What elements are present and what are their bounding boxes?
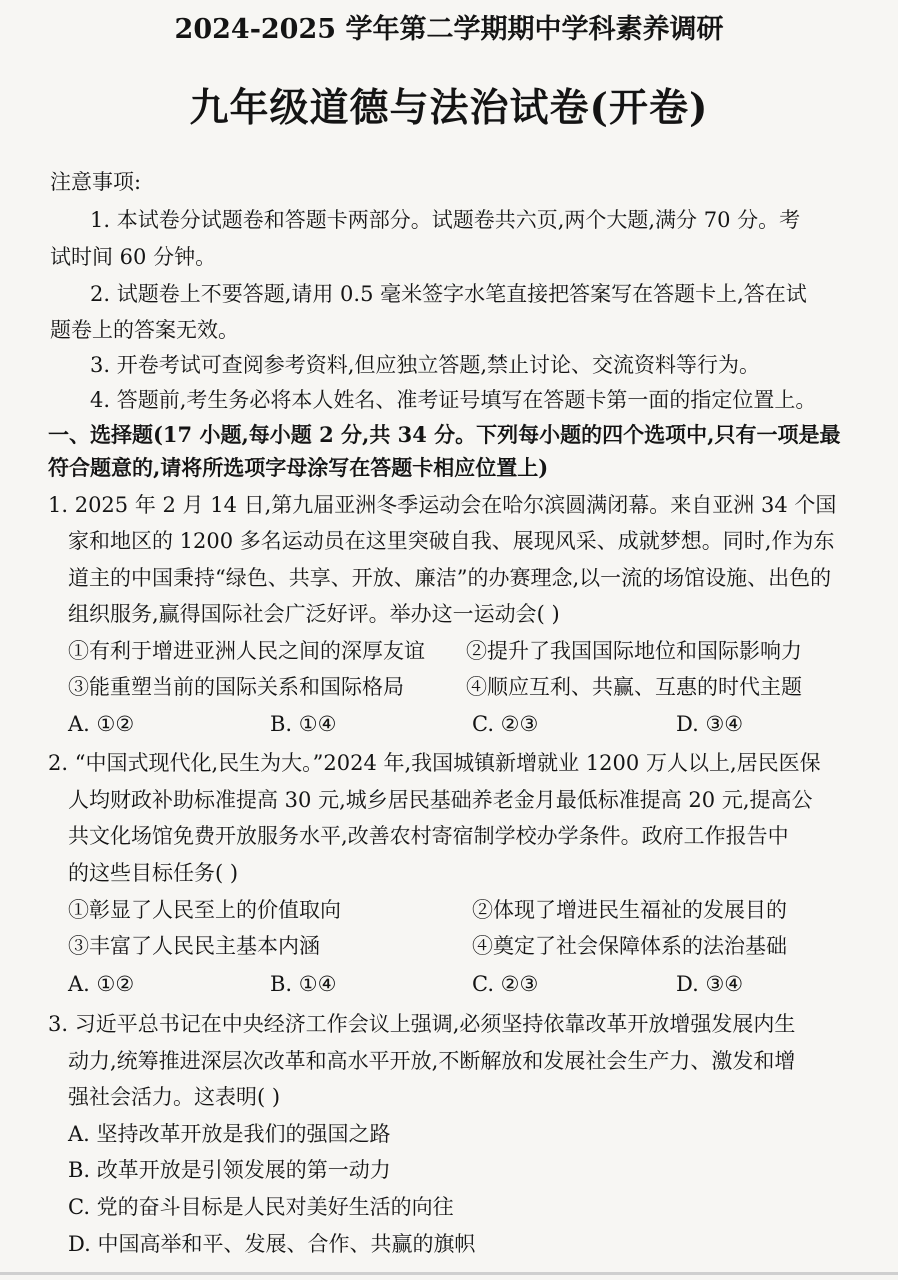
q1-stem-line3: 道主的中国秉持“绿色、共享、开放、廉洁”的办赛理念,以一流的场馆设施、出色的: [68, 566, 832, 590]
q3-option-d: D. 中国高举和平、发展、合作、共赢的旗帜: [68, 1232, 476, 1256]
q2-statement-4: ④奠定了社会保障体系的法治基础: [472, 934, 787, 958]
notice-item-1-line2: 试时间 60 分钟。: [50, 245, 217, 269]
q3-option-c: C. 党的奋斗目标是人民对美好生活的向往: [68, 1195, 454, 1219]
notice-item-2-line2: 题卷上的答案无效。: [50, 318, 239, 342]
exam-term-title: 2024-2025 学年第二学期期中学科素养调研: [174, 14, 724, 45]
notice-item-3: 3. 开卷考试可查阅参考资料,但应独立答题,禁止讨论、交流资料等行为。: [90, 353, 761, 377]
q2-stem-line3: 共文化场馆免费开放服务水平,改善农村寄宿制学校办学条件。政府工作报告中: [68, 824, 789, 848]
q2-statement-3: ③丰富了人民民主基本内涵: [68, 934, 320, 958]
q1-option-c: C. ②③: [472, 712, 539, 736]
notice-item-2-line1: 2. 试题卷上不要答题,请用 0.5 毫米签字水笔直接把答案写在答题卡上,答在试: [90, 282, 807, 306]
q2-option-b: B. ①④: [270, 972, 337, 996]
q2-statement-1: ①彰显了人民至上的价值取向: [68, 898, 341, 922]
q1-option-a: A. ①②: [68, 712, 135, 736]
q2-stem-line2: 人均财政补助标准提高 30 元,城乡居民基础养老金月最低标准提高 20 元,提高公: [68, 788, 813, 812]
q2-stem-line4: 的这些目标任务( ): [68, 861, 239, 885]
q1-option-d: D. ③④: [676, 712, 744, 736]
section-1-heading-line2: 符合题意的,请将所选项字母涂写在答题卡相应位置上): [48, 455, 549, 480]
q2-stem-line1: 2. “中国式现代化,民生为大。”2024 年,我国城镇新增就业 1200 万人以上,居民医保: [48, 751, 821, 775]
q1-stem-line4: 组织服务,赢得国际社会广泛好评。举办这一运动会( ): [68, 602, 560, 626]
q3-option-b: B. 改革开放是引领发展的第一动力: [68, 1158, 391, 1182]
q3-stem-line3: 强社会活力。这表明( ): [68, 1085, 281, 1109]
notice-item-1-line1: 1. 本试卷分试题卷和答题卡两部分。试题卷共六页,两个大题,满分 70 分。考: [90, 208, 801, 232]
notice-item-4: 4. 答题前,考生务必将本人姓名、准考证号填写在答题卡第一面的指定位置上。: [90, 388, 817, 412]
q2-option-a: A. ①②: [68, 972, 135, 996]
q2-option-c: C. ②③: [472, 972, 539, 996]
q1-statement-3: ③能重塑当前的国际关系和国际格局: [68, 675, 404, 699]
q2-option-d: D. ③④: [676, 972, 744, 996]
q3-stem-line2: 动力,统筹推进深层次改革和高水平开放,不断解放和发展社会生产力、激发和增: [68, 1049, 796, 1073]
q3-stem-line1: 3. 习近平总书记在中央经济工作会议上强调,必须坚持依靠改革开放增强发展内生: [48, 1012, 796, 1036]
exam-paper-title: 九年级道德与法治试卷(开卷): [189, 85, 709, 131]
q1-option-b: B. ①④: [270, 712, 337, 736]
q1-stem-line2: 家和地区的 1200 多名运动员在这里突破自我、展现风采、成就梦想。同时,作为东: [68, 529, 835, 553]
q1-statement-1: ①有利于增进亚洲人民之间的深厚友谊: [68, 639, 425, 663]
q1-statement-4: ④顺应互利、共赢、互惠的时代主题: [466, 675, 802, 699]
q1-stem-line1: 1. 2025 年 2 月 14 日,第九届亚洲冬季运动会在哈尔滨圆满闭幕。来自亚洲 34 个国: [48, 493, 837, 517]
q2-statement-2: ②体现了增进民生福祉的发展目的: [472, 898, 787, 922]
q1-statement-2: ②提升了我国国际地位和国际影响力: [466, 639, 802, 663]
notice-heading: 注意事项:: [50, 170, 142, 194]
page-bottom-edge: [0, 1272, 898, 1275]
section-1-heading-line1: 一、选择题(17 小题,每小题 2 分,共 34 分。下列每小题的四个选项中,只有一项是最: [48, 422, 841, 447]
q3-option-a: A. 坚持改革开放是我们的强国之路: [68, 1122, 391, 1146]
